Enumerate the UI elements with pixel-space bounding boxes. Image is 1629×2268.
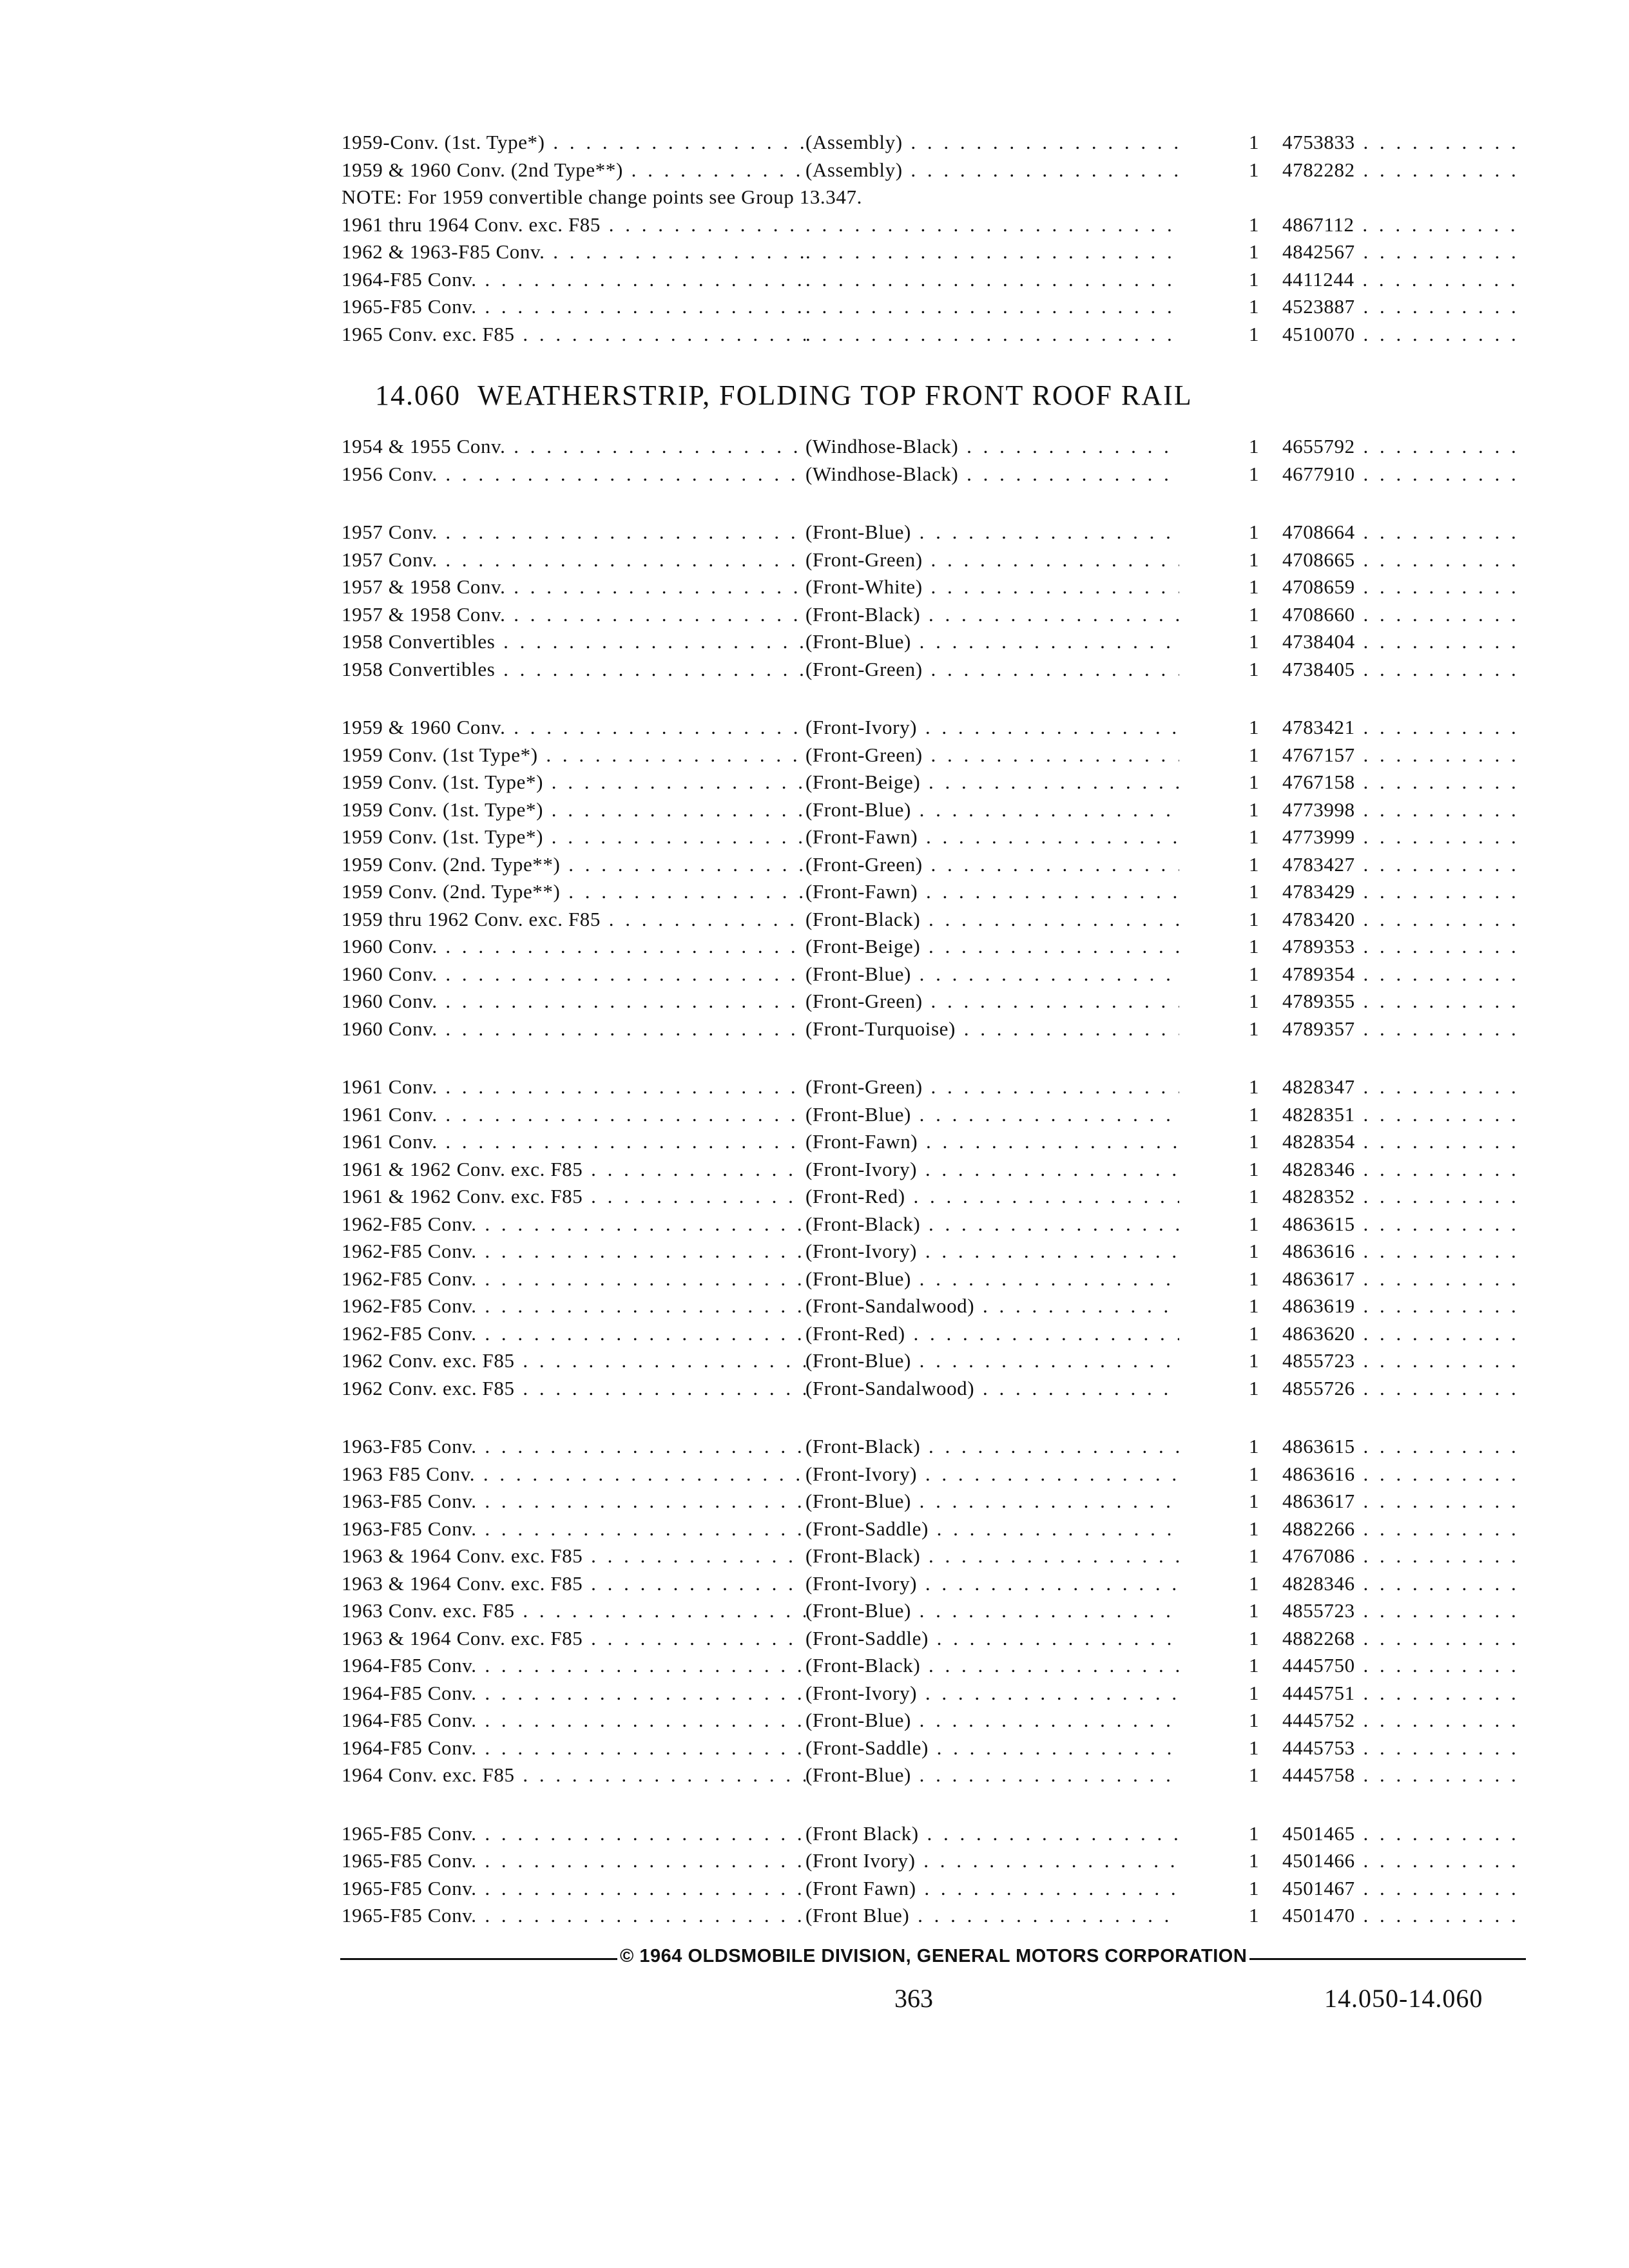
quantity: 1 (1249, 548, 1260, 571)
applicability: 1958 Convertibles . . . (342, 656, 805, 684)
description: (Front-Ivory) . . . (805, 1156, 1179, 1184)
applicability: 1957 & 1958 Conv. . . . (342, 601, 805, 629)
part-number: 4501467 . . . (1282, 1875, 1527, 1903)
part-number: 4767086 . . . (1282, 1542, 1527, 1570)
quantity: 1 (1249, 1654, 1260, 1677)
part-row (342, 1320, 1527, 1348)
part-row (342, 1735, 1527, 1762)
description: (Front-Beige) . . . (805, 933, 1179, 961)
description: (Front-Blue) . . . (805, 1265, 1179, 1293)
part-row (342, 1680, 1527, 1707)
part-row (342, 238, 1527, 266)
part-number: 4828347 . . . (1282, 1073, 1527, 1101)
quantity: 1 (1249, 1599, 1260, 1622)
part-row (342, 1183, 1527, 1211)
quantity: 1 (1249, 1736, 1260, 1759)
description (805, 211, 1179, 239)
applicability: 1961 & 1962 Conv. exc. F85 . . . (342, 1156, 805, 1184)
applicability: 1960 Conv. . . . (342, 933, 805, 961)
quantity: 1 (1249, 158, 1260, 181)
part-number: 4855723 . . . (1282, 1597, 1527, 1625)
description: (Front Black) . . . (805, 1820, 1179, 1848)
description: (Front-Beige) . . . (805, 769, 1179, 796)
quantity: 1 (1249, 657, 1260, 680)
part-row (342, 1461, 1527, 1488)
part-number: 4855723 . . . (1282, 1347, 1527, 1375)
part-number: 4708665 . . . (1282, 546, 1527, 574)
description: (Front-Blue) . . . (805, 1347, 1179, 1375)
part-number: 4828351 . . . (1282, 1101, 1527, 1129)
part-row (342, 157, 1527, 184)
applicability: 1961 Conv. . . . (342, 1101, 805, 1129)
applicability: 1965-F85 Conv. . . . (342, 1902, 805, 1930)
applicability: 1964-F85 Conv. . . . (342, 1680, 805, 1707)
description: (Front-Blue) . . . (805, 961, 1179, 988)
applicability: 1959 Conv. (1st. Type*) . . . (342, 769, 805, 796)
part-number: 4863616 . . . (1282, 1461, 1527, 1488)
part-number: 4782282 . . . (1282, 157, 1527, 184)
part-number: 4708660 . . . (1282, 601, 1527, 629)
part-row (342, 519, 1527, 546)
part-row (342, 1570, 1527, 1598)
group-spacer (342, 1402, 1527, 1433)
description: (Front-Black) . . . (805, 906, 1179, 934)
description: (Front-Green) . . . (805, 988, 1179, 1015)
part-row (342, 1820, 1527, 1848)
applicability: 1963-F85 Conv. . . . (342, 1433, 805, 1461)
footer-rule-left (340, 1958, 624, 1960)
description: (Front-Blue) . . . (805, 1488, 1179, 1515)
group-spacer (342, 1789, 1527, 1820)
description: (Front-Turquoise) . . . (805, 1015, 1179, 1043)
part-row (342, 1375, 1527, 1403)
quantity: 1 (1249, 1763, 1260, 1786)
part-number: 4501470 . . . (1282, 1902, 1527, 1930)
description: (Front-Black) . . . (805, 601, 1179, 629)
quantity: 1 (1249, 990, 1260, 1012)
quantity: 1 (1249, 131, 1260, 153)
part-row (342, 823, 1527, 851)
description: (Front-Saddle) . . . (805, 1515, 1179, 1543)
description: (Front-Black) . . . (805, 1211, 1179, 1238)
part-number: 4677910 . . . (1282, 461, 1527, 488)
part-number: 4789355 . . . (1282, 988, 1527, 1015)
quantity: 1 (1249, 1240, 1260, 1262)
quantity: 1 (1249, 462, 1260, 485)
group-spacer (342, 488, 1527, 519)
part-number: 4783420 . . . (1282, 906, 1527, 934)
applicability: 1960 Conv. . . . (342, 988, 805, 1015)
quantity: 1 (1249, 295, 1260, 318)
part-number: 4411244 . . . (1282, 266, 1527, 294)
description: (Front-Blue) . . . (805, 1707, 1179, 1735)
description: (Front-Ivory) . . . (805, 714, 1179, 742)
part-row (342, 1265, 1527, 1293)
quantity: 1 (1249, 575, 1260, 598)
quantity: 1 (1249, 743, 1260, 766)
quantity: 1 (1249, 962, 1260, 985)
quantity: 1 (1249, 1017, 1260, 1040)
part-row (342, 656, 1527, 684)
part-row (342, 546, 1527, 574)
applicability: 1962-F85 Conv. . . . (342, 1238, 805, 1265)
quantity: 1 (1249, 907, 1260, 930)
part-number: 4708659 . . . (1282, 573, 1527, 601)
description: (Front-Saddle) . . . (805, 1625, 1179, 1653)
applicability: 1963 Conv. exc. F85 . . . (342, 1597, 805, 1625)
quantity: 1 (1249, 1376, 1260, 1399)
part-row (342, 1515, 1527, 1543)
applicability: 1962-F85 Conv. . . . (342, 1211, 805, 1238)
part-number: 4828346 . . . (1282, 1156, 1527, 1184)
part-number: 4501466 . . . (1282, 1847, 1527, 1875)
applicability: 1962-F85 Conv. . . . (342, 1265, 805, 1293)
part-row (342, 461, 1527, 488)
applicability: 1963 F85 Conv. . . . (342, 1461, 805, 1488)
part-row (342, 1707, 1527, 1735)
description: (Front-Blue) . . . (805, 519, 1179, 546)
applicability: 1962 Conv. exc. F85 . . . (342, 1347, 805, 1375)
applicability: 1956 Conv. . . . (342, 461, 805, 488)
applicability: 1964-F85 Conv. . . . (342, 1652, 805, 1680)
description: (Front-Red) . . . (805, 1183, 1179, 1211)
quantity: 1 (1249, 1904, 1260, 1927)
applicability: 1963 & 1964 Conv. exc. F85 . . . (342, 1625, 805, 1653)
part-number: 4789354 . . . (1282, 961, 1527, 988)
part-row (342, 742, 1527, 769)
part-number: 4828352 . . . (1282, 1183, 1527, 1211)
description: (Front Ivory) . . . (805, 1847, 1179, 1875)
part-row (342, 1542, 1527, 1570)
footer-copyright: © 1964 OLDSMOBILE DIVISION, GENERAL MOTORS CORPORATION (617, 1946, 1249, 1967)
applicability: 1959 & 1960 Conv. (2nd Type**) . . . (342, 157, 805, 184)
description: (Front-Sandalwood) . . . (805, 1293, 1179, 1320)
part-row (342, 906, 1527, 934)
quantity: 1 (1249, 1876, 1260, 1899)
description: (Front-Blue) . . . (805, 1597, 1179, 1625)
description: (Front-Ivory) . . . (805, 1680, 1179, 1707)
part-row (342, 1902, 1527, 1930)
part-row (342, 1625, 1527, 1653)
page-range: 14.050-14.060 (1324, 1984, 1483, 2013)
description: (Front-Green) . . . (805, 851, 1179, 879)
description: (Front-Black) . . . (805, 1433, 1179, 1461)
quantity: 1 (1249, 1267, 1260, 1290)
part-number: 4523887 . . . (1282, 293, 1527, 321)
quantity: 1 (1249, 798, 1260, 821)
page-number: 363 (894, 1984, 933, 2013)
quantity: 1 (1249, 521, 1260, 543)
top-parts-list (342, 129, 1527, 348)
applicability: 1964-F85 Conv. . . . (342, 1735, 805, 1762)
part-number: 4842567 . . . (1282, 238, 1527, 266)
quantity: 1 (1249, 435, 1260, 457)
group-spacer (342, 683, 1527, 714)
description: (Front-Black) . . . (805, 1542, 1179, 1570)
part-number: 4445751 . . . (1282, 1680, 1527, 1707)
description: (Windhose-Black) . . . (805, 461, 1179, 488)
applicability: 1965 Conv. exc. F85 . . . (342, 321, 805, 349)
part-number: 4863620 . . . (1282, 1320, 1527, 1348)
description: (Front-White) . . . (805, 573, 1179, 601)
description: (Front-Green) . . . (805, 546, 1179, 574)
applicability: 1957 Conv. . . . (342, 546, 805, 574)
part-number: 4863617 . . . (1282, 1488, 1527, 1515)
applicability: 1960 Conv. . . . (342, 961, 805, 988)
quantity: 1 (1249, 213, 1260, 236)
note-text: NOTE: For 1959 convertible change points see Group 13.347. (342, 186, 862, 208)
quantity: 1 (1249, 1075, 1260, 1098)
quantity: 1 (1249, 935, 1260, 957)
description: (Front-Red) . . . (805, 1320, 1179, 1348)
description: (Front-Blue) . . . (805, 628, 1179, 656)
description: (Windhose-Black) . . . (805, 433, 1179, 461)
part-row (342, 1128, 1527, 1156)
description: (Front-Green) . . . (805, 1073, 1179, 1101)
part-number: 4867112 . . . (1282, 211, 1527, 239)
description: (Front-Fawn) . . . (805, 1128, 1179, 1156)
applicability: 1963-F85 Conv. . . . (342, 1488, 805, 1515)
applicability: 1961 thru 1964 Conv. exc. F85 . . . (342, 211, 805, 239)
applicability: 1965-F85 Conv. . . . (342, 1820, 805, 1848)
quantity: 1 (1249, 1321, 1260, 1345)
part-row (342, 433, 1527, 461)
part-row (342, 1073, 1527, 1101)
description: (Front Blue) . . . (805, 1902, 1179, 1930)
description: (Front-Blue) . . . (805, 1762, 1179, 1789)
weatherstrip-parts-list (342, 433, 1527, 1930)
applicability: 1963 & 1964 Conv. exc. F85 . . . (342, 1570, 805, 1598)
part-row (342, 1015, 1527, 1043)
applicability: 1959 thru 1962 Conv. exc. F85 . . . (342, 906, 805, 934)
quantity: 1 (1249, 852, 1260, 876)
applicability: 1962 & 1963-F85 Conv. . . . (342, 238, 805, 266)
description (805, 321, 1179, 349)
quantity: 1 (1249, 1212, 1260, 1235)
description (805, 238, 1179, 266)
part-number: 4501465 . . . (1282, 1820, 1527, 1848)
quantity: 1 (1249, 825, 1260, 848)
part-row (342, 293, 1527, 321)
part-number: 4882268 . . . (1282, 1625, 1527, 1653)
applicability: 1960 Conv. . . . (342, 1015, 805, 1043)
quantity: 1 (1249, 1185, 1260, 1207)
quantity: 1 (1249, 1517, 1260, 1540)
part-row (342, 1597, 1527, 1625)
part-number: 4773999 . . . (1282, 823, 1527, 851)
description: (Front-Fawn) . . . (805, 823, 1179, 851)
applicability: 1959 Conv. (2nd. Type**) . . . (342, 851, 805, 879)
quantity: 1 (1249, 240, 1260, 263)
part-number: 4445750 . . . (1282, 1652, 1527, 1680)
part-row (342, 961, 1527, 988)
part-number: 4445758 . . . (1282, 1762, 1527, 1789)
description: (Front-Green) . . . (805, 656, 1179, 684)
part-row (342, 1433, 1527, 1461)
description (805, 266, 1179, 294)
part-row (342, 321, 1527, 349)
part-number: 4738405 . . . (1282, 656, 1527, 684)
quantity: 1 (1249, 630, 1260, 653)
applicability: 1959 Conv. (1st Type*) . . . (342, 742, 805, 769)
part-number: 4789353 . . . (1282, 933, 1527, 961)
description: (Front-Ivory) . . . (805, 1570, 1179, 1598)
applicability: 1965-F85 Conv. . . . (342, 293, 805, 321)
applicability: 1964-F85 Conv. . . . (342, 1707, 805, 1735)
quantity: 1 (1249, 1294, 1260, 1317)
part-row (342, 851, 1527, 879)
part-row (342, 1156, 1527, 1184)
quantity: 1 (1249, 1849, 1260, 1872)
part-row (342, 1488, 1527, 1515)
description: (Front Fawn) . . . (805, 1875, 1179, 1903)
applicability: 1959 Conv. (1st. Type*) . . . (342, 823, 805, 851)
part-number: 4510070 . . . (1282, 321, 1527, 349)
quantity: 1 (1249, 1349, 1260, 1372)
quantity: 1 (1249, 602, 1260, 626)
applicability: 1957 Conv. . . . (342, 519, 805, 546)
part-number: 4773998 . . . (1282, 796, 1527, 824)
part-row (342, 714, 1527, 742)
part-row (342, 1762, 1527, 1789)
applicability: 1962-F85 Conv. . . . (342, 1320, 805, 1348)
part-number: 4708664 . . . (1282, 519, 1527, 546)
quantity: 1 (1249, 322, 1260, 345)
part-number: 4882266 . . . (1282, 1515, 1527, 1543)
quantity: 1 (1249, 267, 1260, 291)
part-number: 4828354 . . . (1282, 1128, 1527, 1156)
part-number: 4767157 . . . (1282, 742, 1527, 769)
part-row (342, 628, 1527, 656)
applicability: 1959 Conv. (2nd. Type**) . . . (342, 878, 805, 906)
part-number: 4863619 . . . (1282, 1293, 1527, 1320)
applicability: 1954 & 1955 Conv. . . . (342, 433, 805, 461)
quantity: 1 (1249, 1435, 1260, 1457)
part-number: 4445753 . . . (1282, 1735, 1527, 1762)
quantity: 1 (1249, 1821, 1260, 1845)
applicability: 1965-F85 Conv. . . . (342, 1875, 805, 1903)
part-number: 4445752 . . . (1282, 1707, 1527, 1735)
quantity: 1 (1249, 1709, 1260, 1731)
part-row (342, 1238, 1527, 1265)
quantity: 1 (1249, 1681, 1260, 1704)
section-number: 14.060 (375, 380, 461, 411)
part-row (342, 1652, 1527, 1680)
section-heading (375, 379, 1193, 412)
description: (Front-Ivory) . . . (805, 1238, 1179, 1265)
part-row (342, 796, 1527, 824)
part-row (342, 1875, 1527, 1903)
part-row (342, 573, 1527, 601)
quantity: 1 (1249, 880, 1260, 903)
part-row (342, 601, 1527, 629)
applicability: 1963 & 1964 Conv. exc. F85 . . . (342, 1542, 805, 1570)
part-number: 4863615 . . . (1282, 1211, 1527, 1238)
group-spacer (342, 1043, 1527, 1073)
quantity: 1 (1249, 1571, 1260, 1595)
part-row (342, 129, 1527, 157)
applicability: 1957 & 1958 Conv. . . . (342, 573, 805, 601)
part-row (342, 988, 1527, 1015)
quantity: 1 (1249, 1544, 1260, 1567)
applicability: 1959-Conv. (1st. Type*) . . . (342, 129, 805, 157)
part-number: 4828346 . . . (1282, 1570, 1527, 1598)
part-row (342, 1211, 1527, 1238)
part-number: 4767158 . . . (1282, 769, 1527, 796)
part-number: 4783429 . . . (1282, 878, 1527, 906)
applicability: 1961 & 1962 Conv. exc. F85 . . . (342, 1183, 805, 1211)
part-row (342, 266, 1527, 294)
part-row (342, 211, 1527, 239)
description: (Assembly) . . . (805, 129, 1179, 157)
part-row (342, 1101, 1527, 1129)
section-title: WEATHERSTRIP, FOLDING TOP FRONT ROOF RAIL (477, 380, 1193, 411)
part-number: 4738404 . . . (1282, 628, 1527, 656)
part-row (342, 1847, 1527, 1875)
quantity: 1 (1249, 1490, 1260, 1512)
part-number: 4855726 . . . (1282, 1375, 1527, 1403)
applicability: 1959 & 1960 Conv. . . . (342, 714, 805, 742)
description: (Front-Ivory) . . . (805, 1461, 1179, 1488)
part-row (342, 769, 1527, 796)
applicability: 1962-F85 Conv. . . . (342, 1293, 805, 1320)
quantity: 1 (1249, 771, 1260, 793)
part-number: 4783421 . . . (1282, 714, 1527, 742)
applicability: 1964-F85 Conv. . . . (342, 266, 805, 294)
description: (Front-Green) . . . (805, 742, 1179, 769)
applicability: 1963-F85 Conv. . . . (342, 1515, 805, 1543)
quantity: 1 (1249, 1462, 1260, 1485)
applicability: 1962 Conv. exc. F85 . . . (342, 1375, 805, 1403)
applicability: 1965-F85 Conv. . . . (342, 1847, 805, 1875)
part-number: 4789357 . . . (1282, 1015, 1527, 1043)
applicability: 1959 Conv. (1st. Type*) . . . (342, 796, 805, 824)
applicability: 1958 Convertibles . . . (342, 628, 805, 656)
applicability: 1964 Conv. exc. F85 . . . (342, 1762, 805, 1789)
description (805, 293, 1179, 321)
quantity: 1 (1249, 1157, 1260, 1180)
description: (Front-Fawn) . . . (805, 878, 1179, 906)
description: (Front-Sandalwood) . . . (805, 1375, 1179, 1403)
quantity: 1 (1249, 1102, 1260, 1126)
part-row (342, 1347, 1527, 1375)
part-number: 4783427 . . . (1282, 851, 1527, 879)
part-number: 4863615 . . . (1282, 1433, 1527, 1461)
description: (Assembly) . . . (805, 157, 1179, 184)
part-number: 4753833 . . . (1282, 129, 1527, 157)
part-number: 4655792 . . . (1282, 433, 1527, 461)
applicability: 1961 Conv. . . . (342, 1128, 805, 1156)
part-number: 4863617 . . . (1282, 1265, 1527, 1293)
applicability: 1961 Conv. . . . (342, 1073, 805, 1101)
quantity: 1 (1249, 1626, 1260, 1649)
description: (Front-Blue) . . . (805, 796, 1179, 824)
part-row (342, 933, 1527, 961)
part-row (342, 1293, 1527, 1320)
description: (Front-Saddle) . . . (805, 1735, 1179, 1762)
quantity: 1 (1249, 716, 1260, 738)
part-number: 4863616 . . . (1282, 1238, 1527, 1265)
description: (Front-Black) . . . (805, 1652, 1179, 1680)
description: (Front-Blue) . . . (805, 1101, 1179, 1129)
quantity: 1 (1249, 1130, 1260, 1153)
part-row (342, 878, 1527, 906)
